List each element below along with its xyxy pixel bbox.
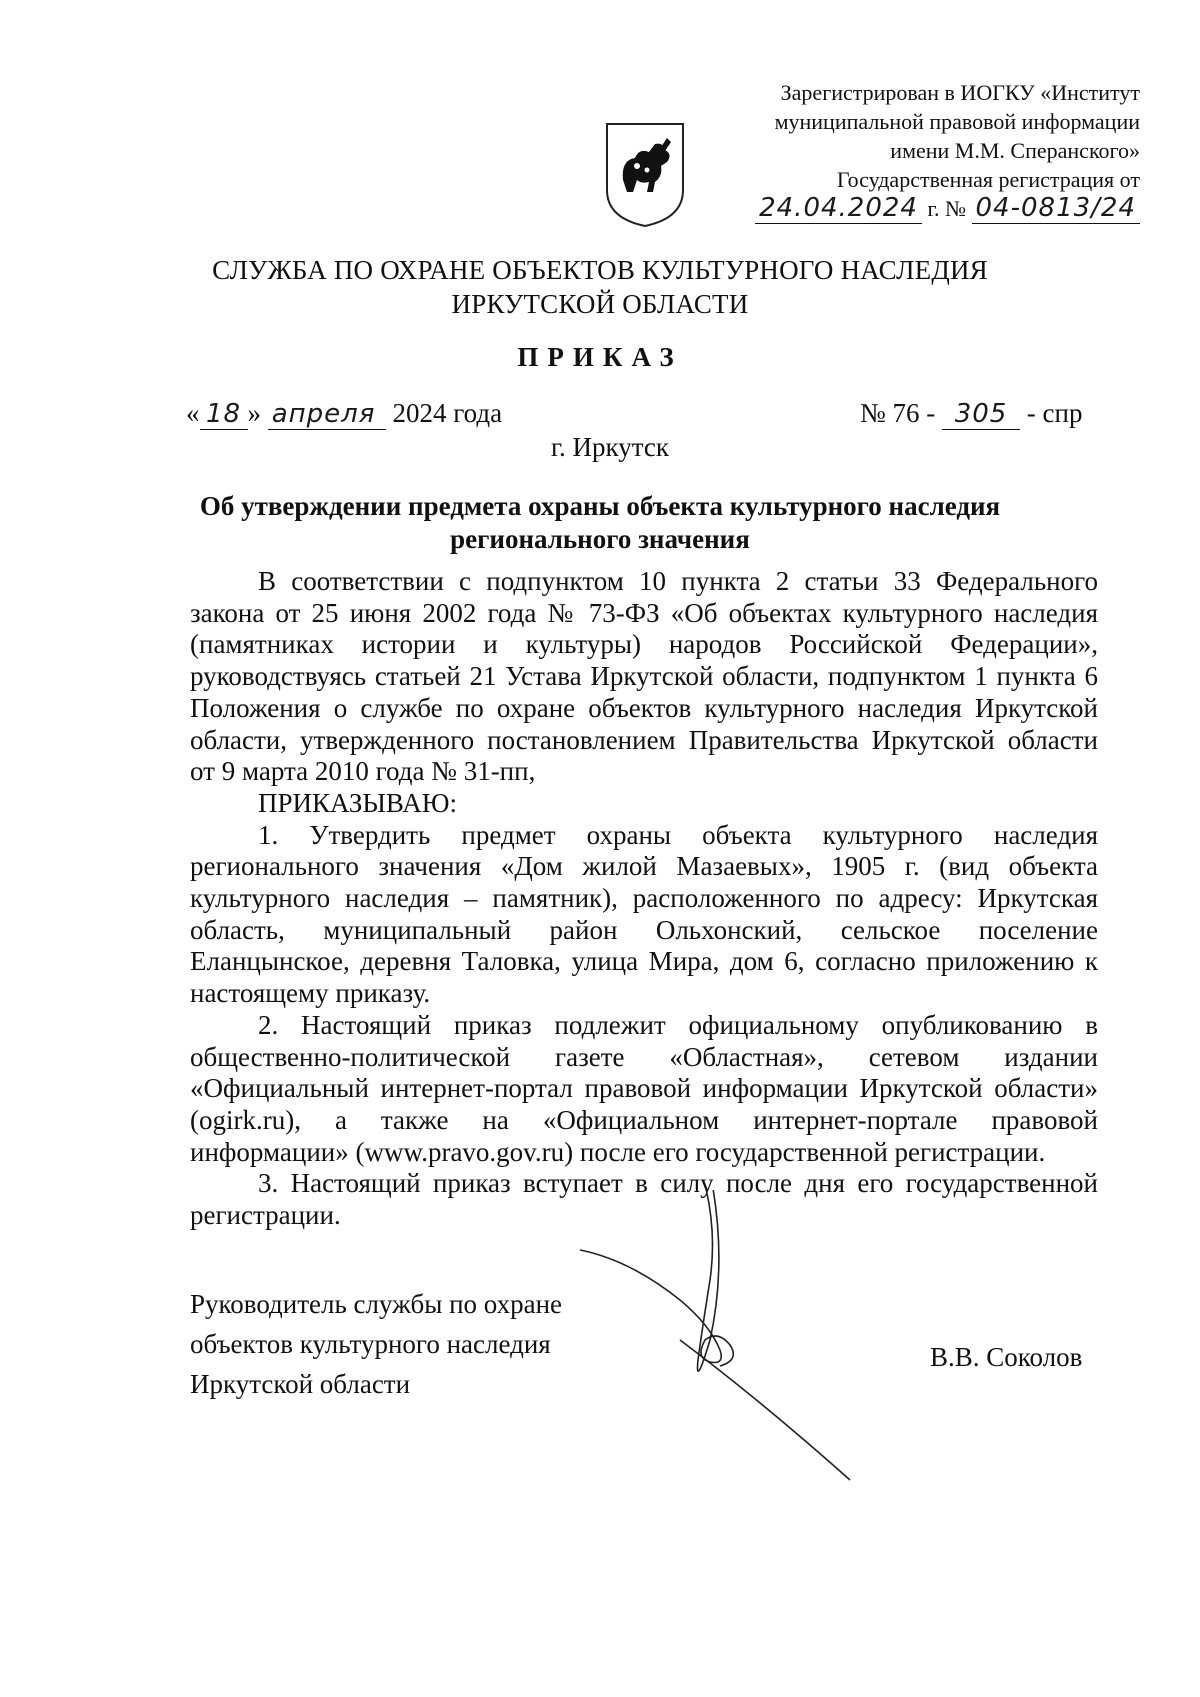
order-number <box>860 398 1082 430</box>
order-number-suffix: - спр <box>1026 398 1083 428</box>
date-close-quote: » <box>247 398 261 428</box>
order-number-value: 305 <box>942 399 1020 430</box>
order-date <box>186 398 502 430</box>
item-3-paragraph: 3. Настоящий приказ вступает в силу после дня его государственной регистрации. <box>190 1168 1098 1231</box>
signatory-title-line-1: Руководитель службы по охране <box>190 1289 563 1319</box>
document-title-line-2: регионального значения <box>450 524 750 554</box>
signatory-title-line-3: Иркутской области <box>190 1369 411 1399</box>
order-year: 2024 года <box>392 398 503 428</box>
document-body <box>190 566 1098 1232</box>
signatory-title-line-2: объектов культурного наследия <box>190 1329 551 1359</box>
preamble-paragraph: В соответствии с подпунктом 10 пункта 2 статьи 33 Федерального закона от 25 июня 2002 года № 73-ФЗ «Об объектах культурного наследия (памятниках истории и культуры) народов Российской Федерации», руководствуясь статьей 21 Устава Иркутской области, подпунктом 1 пункта 6 Положения о службе по охране объектов культурного наследия Иркутской области, утвержденного постановлением Правительства Иркутской области от 9 марта 2010 года № 31-пп, <box>190 566 1098 787</box>
handwritten-signature <box>570 1190 910 1490</box>
signatory-title <box>190 1284 562 1404</box>
order-title: ПРИКАЗ <box>517 342 683 372</box>
registration-number: 04-0813/24 <box>972 194 1140 224</box>
document-title <box>0 490 1200 556</box>
agency-name <box>0 253 1200 321</box>
agency-name-line-1: СЛУЖБА ПО ОХРАНЕ ОБЪЕКТОВ КУЛЬТУРНОГО НАСЛЕДИЯ <box>212 255 988 285</box>
registration-line-2: муниципальной правовой информации <box>774 109 1140 134</box>
item-1-paragraph: 1. Утвердить предмет охраны объекта культурного наследия регионального значения «Дом жилой Мазаевых», 1905 г. (вид объекта культурного наследия – памятник), расположенного по адресу: Иркутская область, муниципальный район Ольхонский, сельское поселение Еланцынское, деревня Таловка, улица Мира, дом 6, согласно приложению к настоящему приказу. <box>190 819 1098 1009</box>
order-number-prefix: № 76 - <box>860 398 936 428</box>
registration-date: 24.04.2024 <box>755 194 922 224</box>
agency-name-line-2: ИРКУТСКОЙ ОБЛАСТИ <box>451 289 749 319</box>
order-word: ПРИКАЗЫВАЮ: <box>258 787 457 818</box>
signatory-name: В.В. Соколов <box>930 1342 1083 1372</box>
coat-of-arms-icon <box>603 120 687 228</box>
registration-line-3: имени М.М. Сперанского» <box>890 138 1140 163</box>
registration-line-4: Государственная регистрация от <box>836 167 1140 192</box>
registration-stamp <box>640 78 1140 224</box>
date-open-quote: « <box>186 398 200 428</box>
order-month: апреля <box>268 399 386 430</box>
registration-number-prefix: г. № <box>927 196 967 221</box>
city: г. Иркутск <box>551 432 669 462</box>
item-2-paragraph: 2. Настоящий приказ подлежит официальному опубликованию в общественно-политической газете «Областная», сетевом издании «Официальный интернет-портал правовой информации Иркутской области» (ogirk.ru), а также на «Официальном интернет-портале правовой информации» (www.pravo.gov.ru) после его государственной регистрации. <box>190 1009 1098 1167</box>
registration-line-1: Зарегистрирован в ИОГКУ «Институт <box>780 80 1140 105</box>
order-day: 18 <box>200 399 248 430</box>
document-title-line-1: Об утверждении предмета охраны объекта культурного наследия <box>199 491 1001 521</box>
registration-number-line <box>640 194 1140 224</box>
